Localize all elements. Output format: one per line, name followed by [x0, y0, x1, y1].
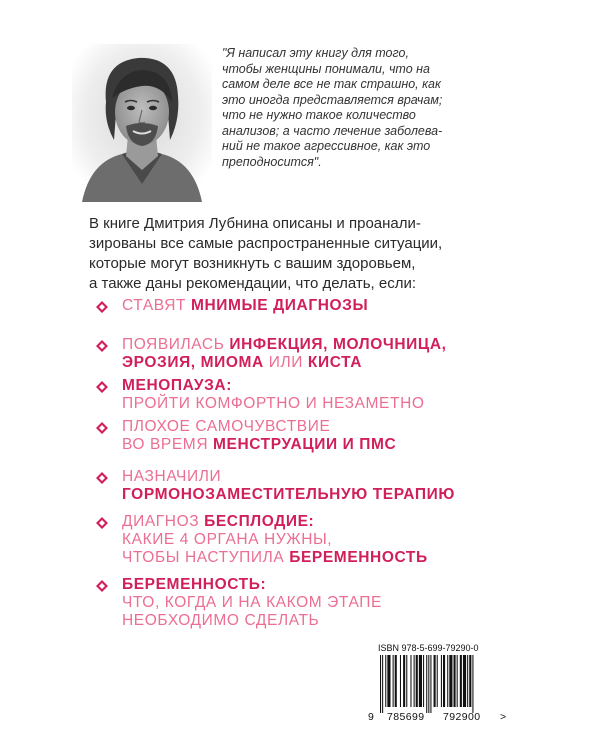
topic-bold-text: МНИМЫЕ ДИАГНОЗЫ — [190, 297, 369, 314]
topic-line — [122, 354, 447, 372]
barcode-right-group: 792900 — [443, 711, 481, 723]
quote-line: что не нужно такое количество — [222, 108, 416, 122]
topic-bold-text: БЕРЕМЕННОСТЬ — [289, 549, 428, 566]
barcode — [380, 655, 500, 713]
barcode-marker: > — [500, 711, 507, 723]
barcode-bar — [393, 655, 394, 707]
topic-bold-text: ГОРМОНОЗАМЕСТИТЕЛЬНУЮ ТЕРАПИЮ — [122, 486, 455, 503]
topic-text — [122, 377, 425, 413]
intro-line: которые могут возникнуть с вашим здоровьем, — [89, 255, 416, 272]
barcode-bar — [382, 655, 383, 713]
diamond-bullet-icon — [96, 340, 108, 352]
topic-bold-text: ЭРОЗИЯ, МИОМА — [122, 354, 264, 371]
topic-line — [122, 336, 447, 354]
barcode-bar — [423, 655, 424, 707]
intro-line: В книге Дмитрия Лубнина описаны и проанали- — [89, 215, 421, 232]
barcode-bar — [410, 655, 411, 707]
topic-line — [122, 612, 382, 630]
topic-line — [122, 377, 425, 395]
barcode-bar — [434, 655, 436, 707]
topic-line — [122, 418, 396, 436]
barcode-bar — [454, 655, 456, 707]
diamond-bullet-icon — [96, 472, 108, 484]
topic-bold-text: КИСТА — [307, 354, 363, 371]
topic-bold-text: МЕНСТРУАЦИИ И ПМС — [213, 436, 397, 453]
barcode-bar — [460, 655, 462, 707]
topic-line — [122, 297, 368, 315]
barcode-bar — [387, 655, 390, 707]
topic-plain-text: ЧТОБЫ НАСТУПИЛА — [122, 549, 290, 566]
barcode-bar — [441, 655, 442, 707]
barcode-bar — [385, 655, 386, 707]
topic-bold-text: БЕСПЛОДИЕ: — [204, 513, 315, 530]
quote-line: преподносится". — [222, 154, 322, 169]
topic-text — [122, 513, 428, 567]
quote-line: чтобы женщины понимали, что на — [222, 61, 430, 76]
topic-bold-text: БЕРЕМЕННОСТЬ: — [122, 576, 267, 593]
quote-line: "Я написал эту книгу для того, — [222, 46, 409, 60]
topic-line — [122, 594, 382, 612]
barcode-bar — [428, 655, 429, 713]
barcode-bar — [419, 655, 422, 707]
intro-line: а также даны рекомендации, что делать, если: — [89, 275, 417, 292]
diamond-bullet-icon — [96, 301, 108, 313]
barcode-bar — [416, 655, 418, 707]
topic-line — [122, 549, 428, 567]
diamond-bullet-icon — [96, 580, 108, 592]
topic-plain-text: ВО ВРЕМЯ — [122, 436, 214, 453]
quote-line: анализов; а часто лечение заболева- — [222, 123, 443, 138]
topic-plain-text: ПЛОХОЕ САМОЧУВСТВИЕ — [122, 418, 331, 435]
intro-line: зированы все самые распространенные ситуации, — [89, 235, 443, 252]
barcode-left-group: 785699 — [387, 711, 425, 723]
barcode-bar — [449, 655, 452, 707]
diamond-bullet-icon — [96, 381, 108, 393]
diamond-bullet-icon — [96, 517, 108, 529]
barcode-bar — [426, 655, 427, 713]
topic-text — [122, 418, 396, 454]
barcode-bar — [457, 655, 458, 707]
topic-plain-text: ДИАГНОЗ — [122, 513, 205, 530]
topic-text — [122, 576, 382, 630]
barcode-bar — [469, 655, 471, 707]
topic-plain-text: НАЗНАЧИЛИ — [122, 468, 222, 485]
author-quote — [222, 46, 522, 170]
topic-plain-text: ЧТО, КОГДА И НА КАКОМ ЭТАПЕ — [122, 594, 382, 611]
barcode-lead-digit: 9 — [368, 711, 375, 723]
barcode-bar — [443, 655, 445, 707]
topic-plain-text: ПОЯВИЛАСЬ — [122, 336, 230, 353]
barcode-bar — [472, 655, 473, 713]
topic-line — [122, 395, 425, 413]
topic-bold-text: МЕНОПАУЗА: — [122, 377, 232, 394]
barcode-bar — [447, 655, 448, 707]
isbn-text: ISBN 978-5-699-79290-0 — [378, 643, 479, 653]
author-photo — [72, 44, 212, 202]
topic-line — [122, 531, 428, 549]
barcode-bar — [400, 655, 401, 707]
quote-line: ний не такое агрессивное, как это — [222, 139, 431, 153]
diamond-bullet-icon — [96, 422, 108, 434]
quote-line: это иногда представляется врачам; — [222, 92, 443, 107]
topic-plain-text: ИЛИ — [263, 354, 308, 371]
barcode-bar — [406, 655, 407, 707]
topic-line — [122, 436, 396, 454]
intro-paragraph — [89, 214, 529, 294]
topic-plain-text: НЕОБХОДИМО СДЕЛАТЬ — [122, 612, 320, 629]
barcode-bar — [380, 655, 381, 713]
topic-line — [122, 576, 382, 594]
topic-text — [122, 468, 455, 504]
topic-line — [122, 513, 428, 531]
topic-line — [122, 468, 455, 486]
topic-line — [122, 486, 455, 504]
barcode-bar — [395, 655, 397, 707]
barcode-bar — [414, 655, 415, 707]
topic-plain-text: СТАВЯТ — [122, 297, 191, 314]
topic-plain-text: ПРОЙТИ КОМФОРТНО И НЕЗАМЕТНО — [122, 395, 425, 412]
barcode-bar — [430, 655, 431, 713]
topic-text — [122, 336, 447, 372]
barcode-bar — [463, 655, 466, 707]
quote-line: самом деле все не так страшно, как — [222, 77, 441, 91]
topic-bold-text: ИНФЕКЦИЯ, МОЛОЧНИЦА, — [229, 336, 447, 353]
barcode-bar — [403, 655, 405, 707]
topic-plain-text: КАКИЕ 4 ОРГАНА НУЖНЫ, — [122, 531, 333, 548]
barcode-bar — [437, 655, 438, 707]
topic-text — [122, 297, 368, 315]
barcode-bar — [467, 655, 468, 707]
